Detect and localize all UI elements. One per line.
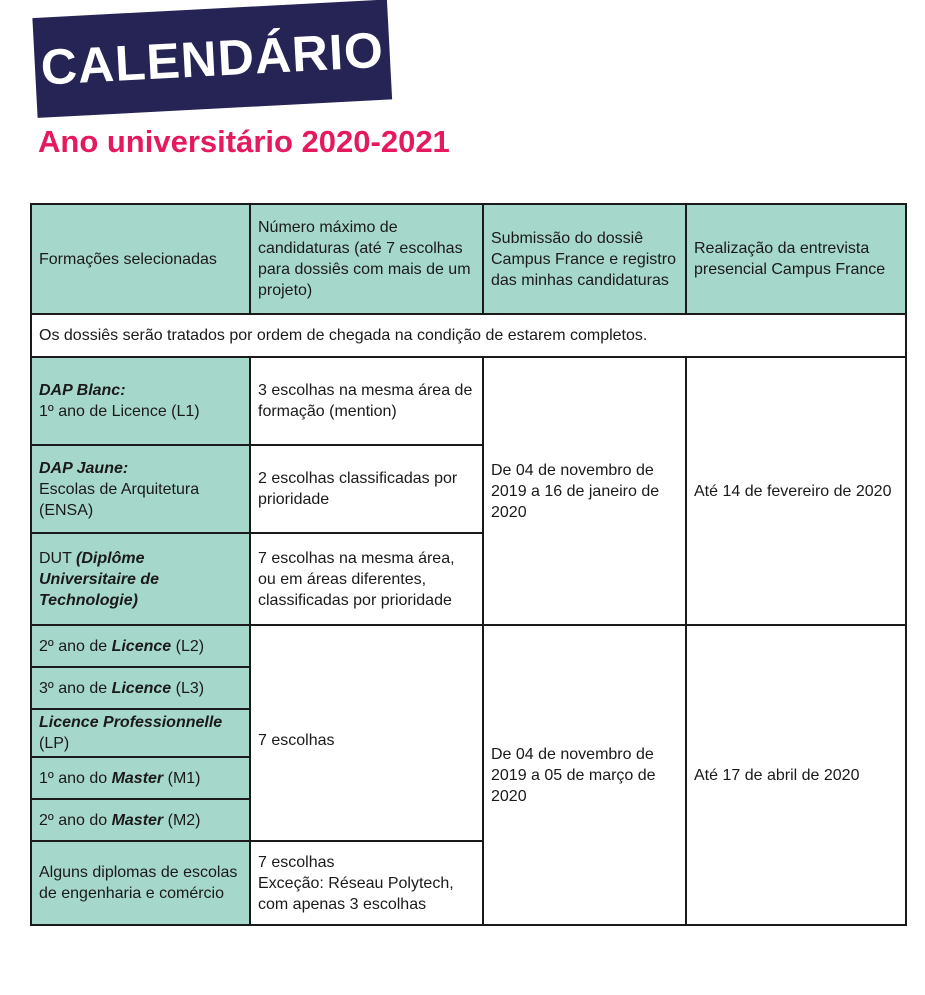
formation-italic: (Diplôme Universitaire de Technologie) bbox=[39, 549, 160, 609]
submission-cell: De 04 de novembro de 2019 a 16 de janeiro de 2020 bbox=[483, 357, 686, 625]
formation-text: (M1) bbox=[167, 769, 201, 787]
page-title: CALENDÁRIO bbox=[39, 21, 386, 96]
formation-italic: DAP Blanc: bbox=[39, 382, 126, 399]
formation-italic: Licence bbox=[111, 679, 172, 697]
formation-text: 3º ano de bbox=[39, 679, 108, 697]
formation-cell bbox=[31, 533, 250, 625]
choices-cell: 7 escolhas na mesma área, ou em áreas diferentes, classificadas por prioridade bbox=[250, 533, 483, 625]
column-header: Realização da entrevista presencial Campus France bbox=[686, 204, 906, 314]
formation-cell bbox=[31, 709, 250, 757]
choices-cell: 7 escolhas bbox=[250, 625, 483, 841]
formation-text: 1º ano do bbox=[39, 769, 108, 787]
formation-cell bbox=[31, 667, 250, 709]
formation-cell: Alguns diplomas de escolas de engenharia e comércio bbox=[31, 841, 250, 925]
choices-cell: 3 escolhas na mesma área de formação (mention) bbox=[250, 357, 483, 445]
title-banner bbox=[32, 0, 392, 118]
column-header: Formações selecionadas bbox=[31, 204, 250, 314]
table-row bbox=[31, 357, 906, 445]
choices-cell: 2 escolhas classificadas por prioridade bbox=[250, 445, 483, 533]
note-row bbox=[31, 314, 906, 357]
submission-cell: De 04 de novembro de 2019 a 05 de março de 2020 bbox=[483, 625, 686, 925]
formation-italic: Licence bbox=[111, 637, 172, 655]
formation-cell bbox=[31, 445, 250, 533]
interview-cell: Até 14 de fevereiro de 2020 bbox=[686, 357, 906, 625]
formation-text: (LP) bbox=[39, 735, 70, 752]
formation-text: DUT bbox=[39, 549, 72, 567]
formation-cell bbox=[31, 757, 250, 799]
choices-text: 7 escolhas bbox=[258, 853, 335, 871]
formation-text: (M2) bbox=[167, 811, 201, 829]
formation-text: 1º ano de Licence (L1) bbox=[39, 403, 200, 420]
calendar-table bbox=[30, 203, 907, 926]
table-header-row bbox=[31, 204, 906, 314]
formation-italic: DAP Jaune: bbox=[39, 459, 129, 477]
formation-cell bbox=[31, 799, 250, 841]
formation-cell bbox=[31, 625, 250, 667]
formation-text: Escolas de Arquitetura (ENSA) bbox=[39, 480, 200, 519]
formation-text: 2º ano de bbox=[39, 637, 108, 655]
column-header: Submissão do dossiê Campus France e registro das minhas candidaturas bbox=[483, 204, 686, 314]
interview-cell: Até 17 de abril de 2020 bbox=[686, 625, 906, 925]
table-row bbox=[31, 625, 906, 667]
formation-italic: Licence Professionnelle bbox=[39, 714, 223, 731]
formation-text: 2º ano do bbox=[39, 811, 108, 829]
choices-text: Exceção: Réseau Polytech, com apenas 3 escolhas bbox=[258, 874, 454, 913]
page-subtitle: Ano universitário 2020-2021 bbox=[38, 124, 450, 159]
column-header: Número máximo de candidaturas (até 7 escolhas para dossiês com mais de um projeto) bbox=[250, 204, 483, 314]
formation-text: (L2) bbox=[175, 637, 205, 655]
formation-italic: Master bbox=[111, 769, 164, 787]
formation-italic: Master bbox=[111, 811, 164, 829]
formation-cell bbox=[31, 357, 250, 445]
note-text: Os dossiês serão tratados por ordem de chegada na condição de estarem completos. bbox=[31, 314, 906, 357]
choices-cell bbox=[250, 841, 483, 925]
formation-text: (L3) bbox=[175, 679, 205, 697]
